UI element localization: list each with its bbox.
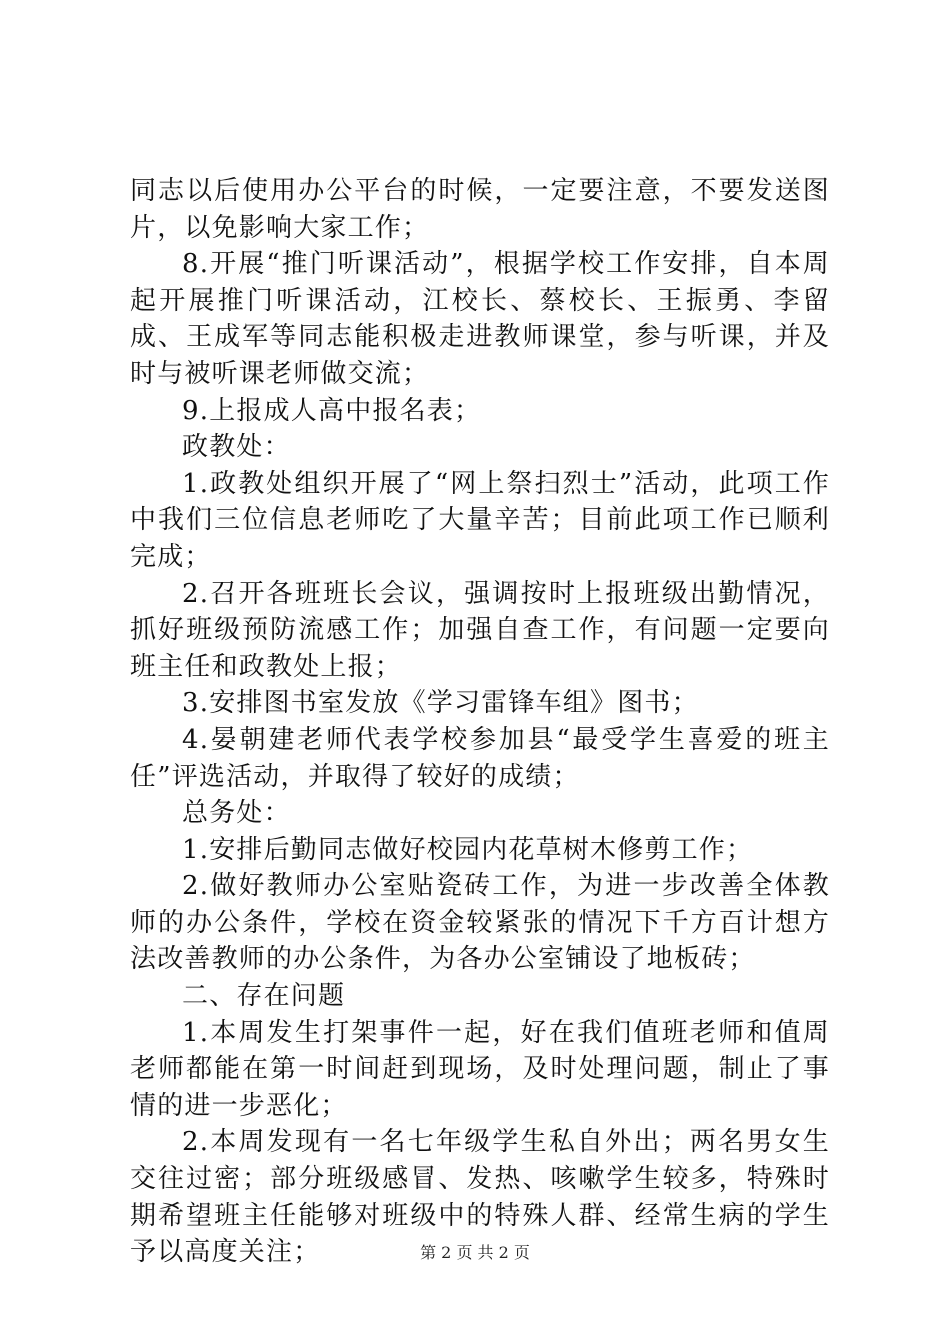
paragraph-problem-2: 2.本周发现有一名七年级学生私自外出；两名男女生交往过密；部分班级感冒、发热、咳嗽学生较多，特殊时期希望班主任能够对班级中的特殊人群、经常生病的学生予以高度关注； (130, 1127, 830, 1268)
section-heading-zongwuchu: 总务处： (182, 798, 291, 829)
paragraph-zj-item-3: 3.安排图书室发放《学习雷锋车组》图书； (182, 688, 699, 719)
page-footer (0, 1243, 950, 1263)
section-heading-problems: 二、存在问题 (182, 981, 346, 1012)
paragraph-continuation: 同志以后使用办公平台的时候，一定要注意，不要发送图片，以免影响大家工作； (130, 176, 830, 243)
page-number-label: 第 2 页 共 2 页 (420, 1243, 530, 1262)
paragraph-item-8: 8.开展“推门听课活动”，根据学校工作安排，自本周起开展推门听课活动，江校长、蔡校长、王振勇、李留成、王成军等同志能积极走进教师课堂，参与听课，并及时与被听课老师做交流； (130, 249, 830, 389)
paragraph-zj-item-4: 4.晏朝建老师代表学校参加县“最受学生喜爱的班主任”评选活动，并取得了较好的成绩； (130, 724, 830, 792)
section-heading-zhengjiaochu: 政教处： (182, 432, 291, 463)
paragraph-zw-item-1: 1.安排后勤同志做好校园内花草树木修剪工作； (182, 834, 754, 865)
paragraph-zj-item-2: 2.召开各班班长会议，强调按时上报班级出勤情况，抓好班级预防流感工作；加强自查工作，有问题一定要向班主任和政教处上报； (130, 578, 830, 682)
paragraph-zj-item-1: 1.政教处组织开展了“网上祭扫烈士”活动，此项工作中我们三位信息老师吃了大量辛苦；目前此项工作已顺利完成； (130, 468, 830, 572)
paragraph-problem-1: 1.本周发生打架事件一起，好在我们值班老师和值周老师都能在第一时间赶到现场，及时处理问题，制止了事情的进一步恶化； (130, 1017, 830, 1121)
document-body (130, 173, 830, 1271)
paragraph-item-9: 9.上报成人高中报名表； (182, 395, 482, 426)
paragraph-zw-item-2: 2.做好教师办公室贴瓷砖工作，为进一步改善全体教师的办公条件，学校在资金较紧张的情况下千方百计想方法改善教师的办公条件，为各办公室铺设了地板砖； (130, 871, 830, 975)
